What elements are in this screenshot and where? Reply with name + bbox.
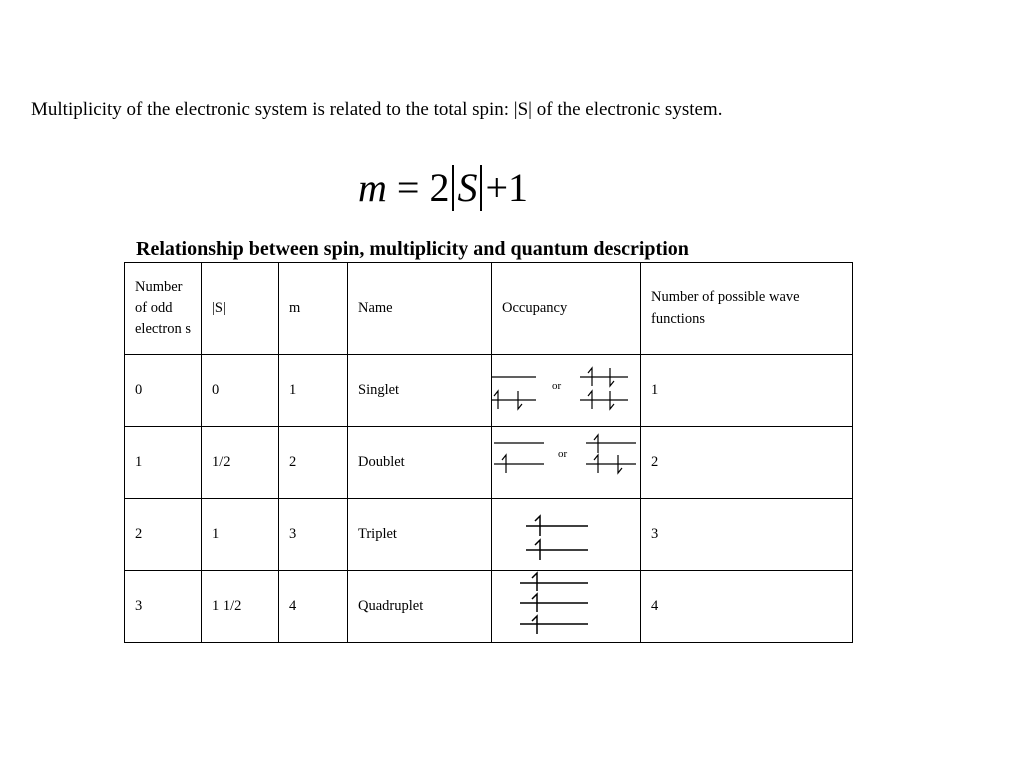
cell-name: Triplet <box>348 499 492 571</box>
table-caption: Relationship between spin, multiplicity and quantum description <box>136 238 689 260</box>
cell-m: 4 <box>279 571 348 643</box>
cell-name: Quadruplet <box>348 571 492 643</box>
cell-spin: 0 <box>202 355 279 427</box>
cell-wave: 4 <box>641 571 853 643</box>
occupancy-diagram-triplet <box>492 499 641 571</box>
header-multiplicity: m <box>279 263 348 355</box>
formula-m: m <box>358 165 387 210</box>
header-occupancy: Occupancy <box>492 263 641 355</box>
cell-odd: 0 <box>125 355 202 427</box>
abs-bar-left <box>452 165 454 211</box>
intro-text: Multiplicity of the electronic system is related to the total spin: |S| of the electronic system. <box>31 99 723 120</box>
table-row <box>125 355 853 427</box>
abs-bar-right <box>480 165 482 211</box>
cell-wave: 3 <box>641 499 853 571</box>
cell-wave: 1 <box>641 355 853 427</box>
multiplicity-formula <box>358 164 528 211</box>
occupancy-diagram-doublet <box>492 427 641 499</box>
cell-m: 1 <box>279 355 348 427</box>
or-label: or <box>552 380 562 392</box>
spin-table <box>124 262 853 643</box>
table-header-row <box>125 263 853 355</box>
table-row <box>125 499 853 571</box>
cell-m: 3 <box>279 499 348 571</box>
table-row <box>125 571 853 643</box>
cell-odd: 2 <box>125 499 202 571</box>
table-row <box>125 427 853 499</box>
occupancy-diagram-quadruplet <box>492 571 641 643</box>
formula-rest: +1 <box>485 165 529 210</box>
or-label: or <box>558 448 568 460</box>
header-odd-electrons: Number of odd electron s <box>125 263 202 355</box>
cell-name: Singlet <box>348 355 492 427</box>
formula-s: S <box>457 165 478 210</box>
cell-m: 2 <box>279 427 348 499</box>
header-spin: |S| <box>202 263 279 355</box>
cell-spin: 1 <box>202 499 279 571</box>
formula-eq: = 2 <box>386 165 450 210</box>
cell-spin: 1/2 <box>202 427 279 499</box>
header-name: Name <box>348 263 492 355</box>
cell-odd: 3 <box>125 571 202 643</box>
cell-wave: 2 <box>641 427 853 499</box>
occupancy-diagram-singlet <box>492 355 641 427</box>
cell-spin: 1 1/2 <box>202 571 279 643</box>
cell-name: Doublet <box>348 427 492 499</box>
header-wave-functions: Number of possible wave functions <box>641 263 853 355</box>
cell-odd: 1 <box>125 427 202 499</box>
